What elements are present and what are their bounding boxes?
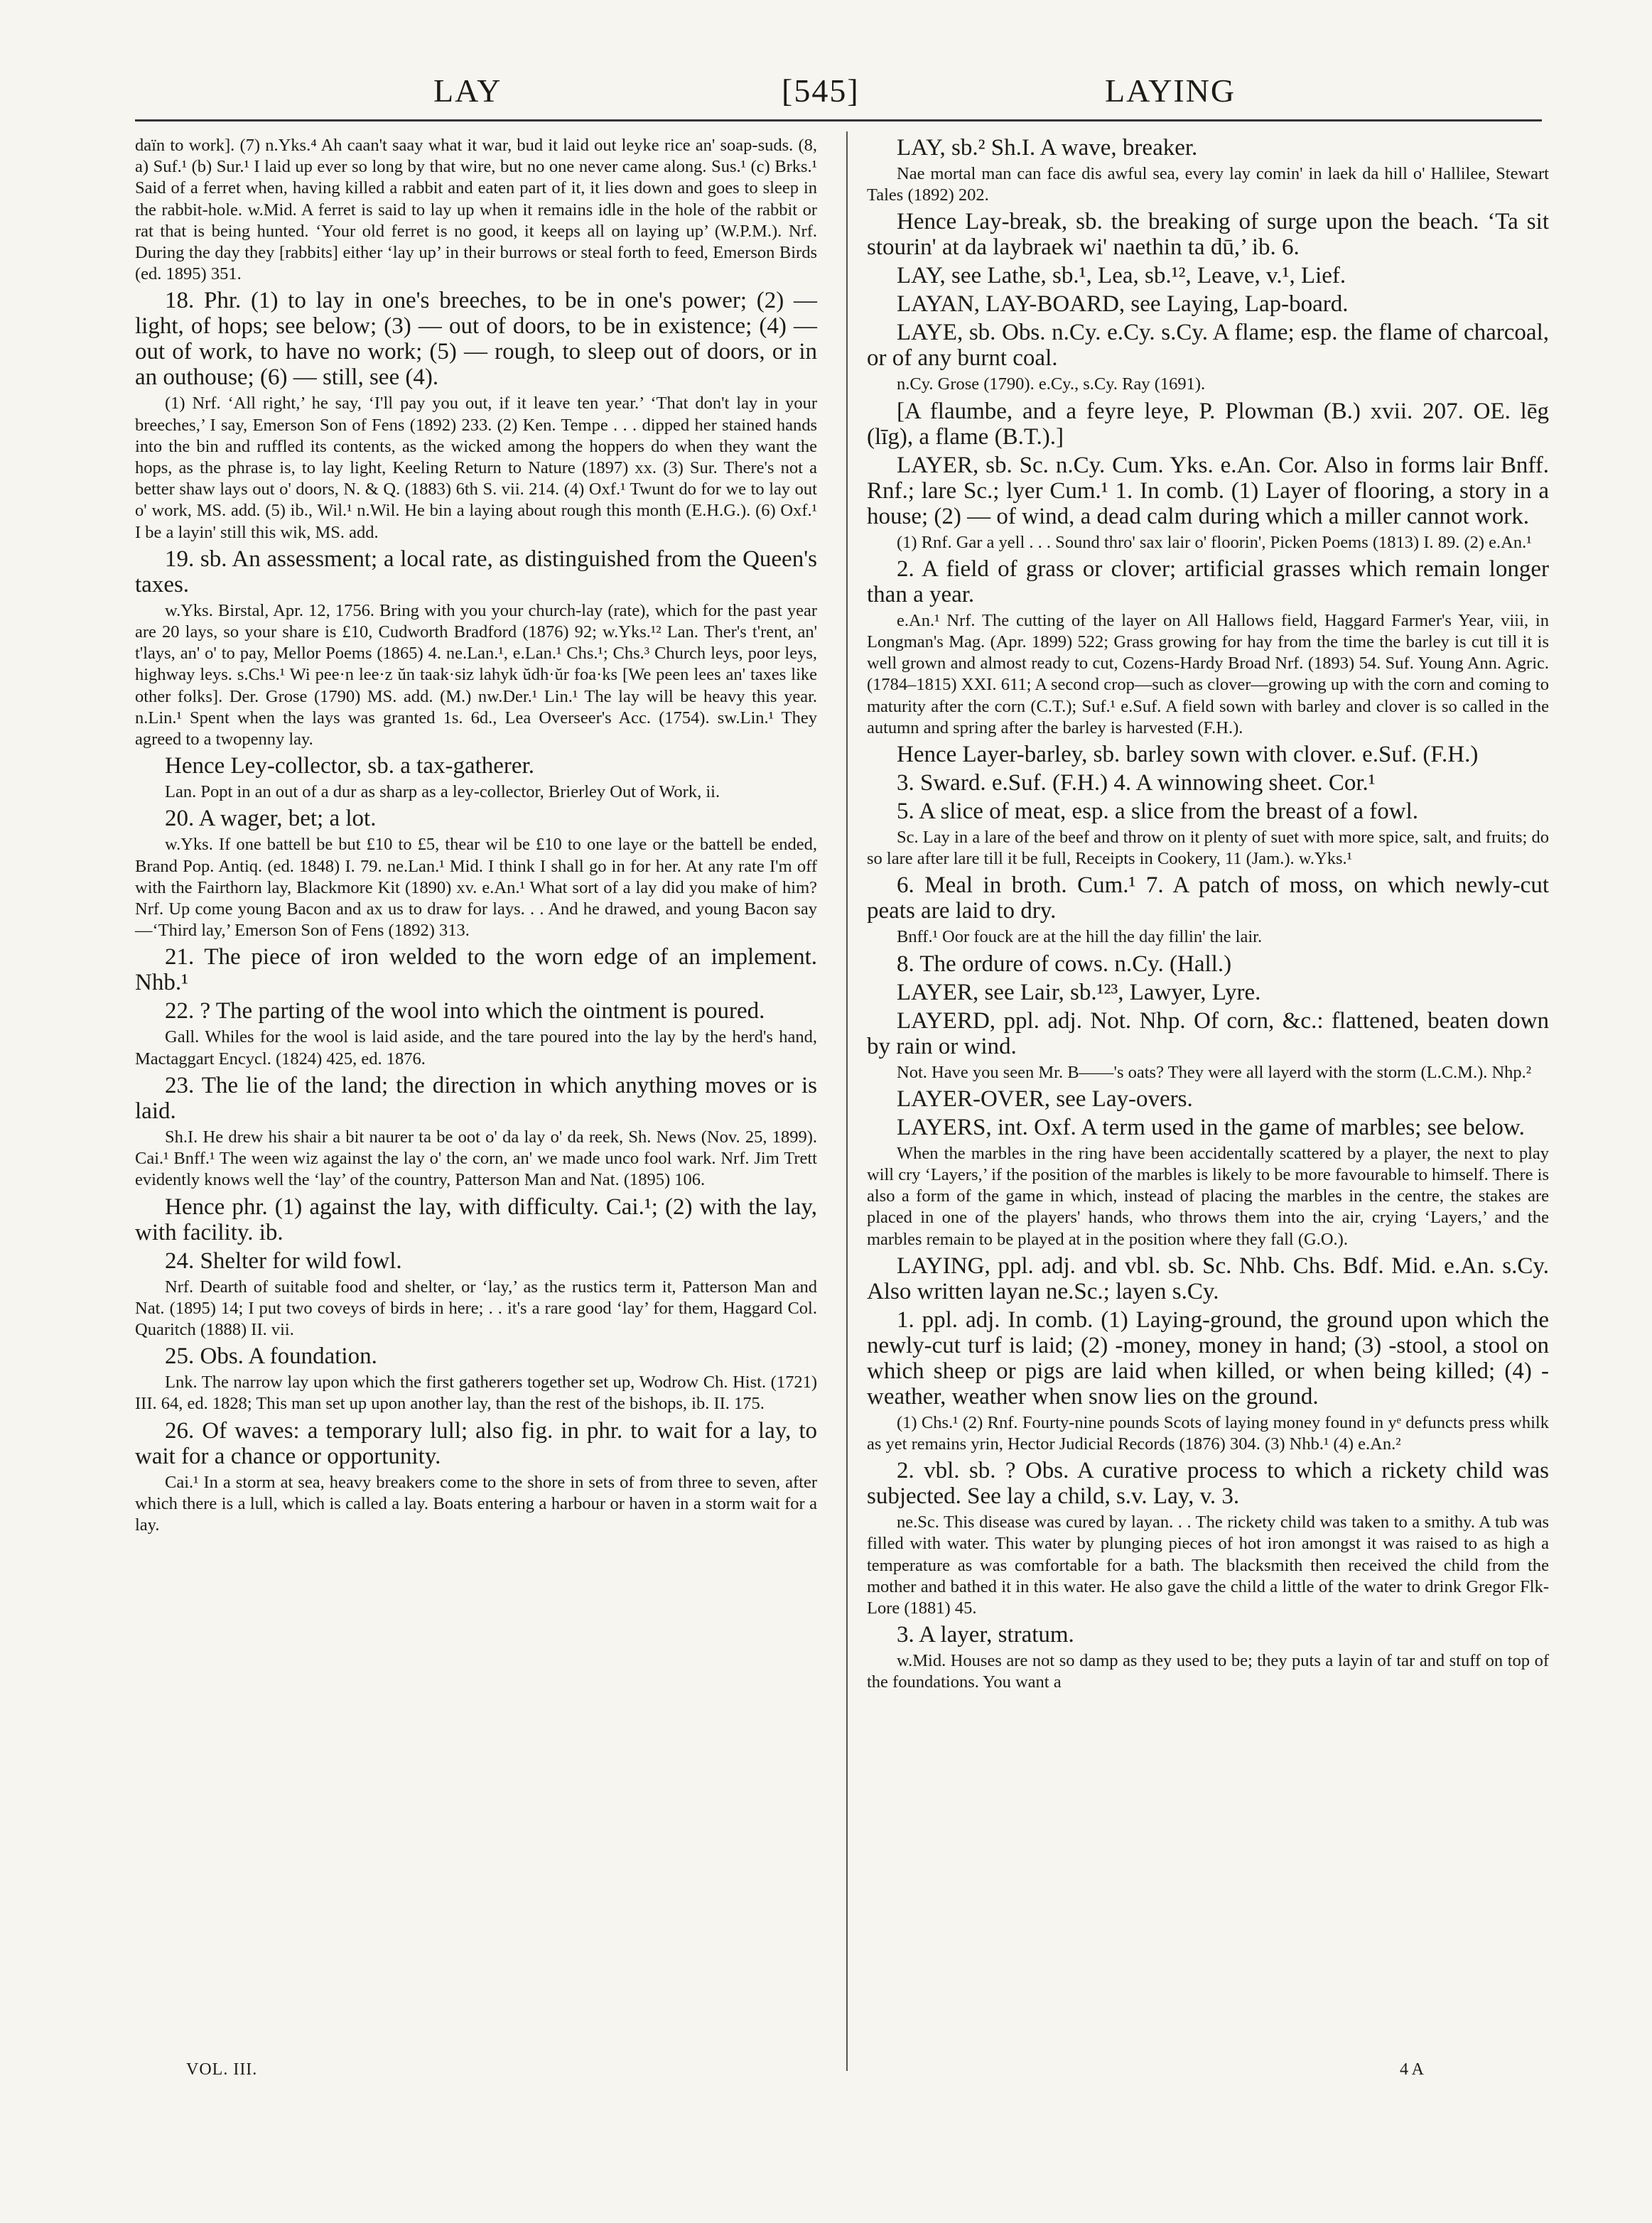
citation-paragraph: w.Yks. If one battell be but £10 to £5, thear wil be £10 to one laye or the battell be ended, Brand Pop. Antiq. (ed. 1848) I. 79. ne.Lan.¹ Mid. I think I shall go in for her. At any rate I'm off with the Fairthorn lay, Blackmore Kit (1890) xv. e.An.¹ What sort of a lay did you make of him? Nrf. Up come young Bacon and ax us to draw for lays. . . And he drawed, and young Bacon say—‘Third lay,’ Emerson Son of Fens (1892) 313. xyxy=(135,835,817,941)
definition-paragraph: LAY, see Lathe, sb.¹, Lea, sb.¹², Leave, v.¹, Lief. xyxy=(897,263,1346,289)
definition-paragraph: LAYER-OVER, see Lay-overs. xyxy=(897,1086,1193,1112)
citation-paragraph: Sc. Lay in a lare of the beef and throw on it plenty of suet with more spice, salt, and fruits; do so lare after lare till it be full, Receipts in Cookery, 11 (Jam.). w.Yks.¹ xyxy=(867,828,1549,869)
definition-paragraph: LAYER, sb. Sc. n.Cy. Cum. Yks. e.An. Cor. Also in forms lair Bnff. Rnf.; lare Sc.; lyer Cum.¹ 1. In comb. (1) Layer of flooring, a story in a house; (2) — of wind, a dead calm during which a miller cannot work. xyxy=(867,452,1549,529)
header-left-word: LAY xyxy=(433,72,502,109)
definition-paragraph: 5. A slice of meat, esp. a slice from the breast of a fowl. xyxy=(897,799,1419,825)
citation-paragraph: Cai.¹ In a storm at sea, heavy breakers come to the shore in sets of from three to seven, after which there is a lull, which is called a lay. Boats entering a harbour or haven in a storm wait for a lay. xyxy=(135,1472,817,1535)
definition-paragraph: 25. Obs. A foundation. xyxy=(165,1343,377,1370)
definition-paragraph: LAYERS, int. Oxf. A term used in the game of marbles; see below. xyxy=(897,1114,1525,1140)
header-right-word: LAYING xyxy=(1105,72,1236,109)
citation-paragraph: Gall. Whiles for the wool is laid aside, and the tare poured into the lay by the herd's hand, Mactaggart Encycl. (1824) 425, ed. 1876. xyxy=(135,1027,817,1069)
running-header xyxy=(135,70,1542,119)
citation-paragraph: (1) Rnf. Gar a yell . . . Sound thro' sax lair o' floorin', Picken Poems (1813) I. 89. (2) e.An.¹ xyxy=(897,532,1532,552)
definition-paragraph: Hence phr. (1) against the lay, with difficulty. Cai.¹; (2) with the lay, with facility. ib. xyxy=(135,1194,817,1245)
definition-paragraph: 23. The lie of the land; the direction in which anything moves or is laid. xyxy=(135,1072,817,1124)
definition-paragraph: LAYE, sb. Obs. n.Cy. e.Cy. s.Cy. A flame; esp. the flame of charcoal, or of any burnt coal. xyxy=(867,320,1549,372)
header-rule xyxy=(135,119,1542,121)
definition-paragraph: LAYING, ppl. adj. and vbl. sb. Sc. Nhb. Chs. Bdf. Mid. e.An. s.Cy. Also written layan ne.Sc.; layen s.Cy. xyxy=(867,1253,1549,1304)
citation-paragraph: daïn to work]. (7) n.Yks.⁴ Ah caan't saay what it war, bud it laid out leyke rice an' soap-suds. (8, a) Suf.¹ (b) Sur.¹ I laid up ever so long by that wire, but no one never came along. Sus.¹ (c) Brks.¹ Said of a ferret when, having killed a rabbit and eaten part of it, it lies down and goes to sleep in the rabbit-hole. w.Mid. A ferret is said to lay up when it remains idle in the hole of the rabbit or rat that is being hunted. ‘Your old ferret is no good, it keeps all on laying up’ (W.P.M.). Nrf. During the day they [rabbits] either ‘lay up’ in their burrows or steal forth to feed, Emerson Birds (ed. 1895) 351. xyxy=(135,136,817,284)
volume-label: VOL. III. xyxy=(186,2060,258,2079)
definition-paragraph: 26. Of waves: a temporary lull; also fig. in phr. to wait for a lay, to wait for a chance or opportunity. xyxy=(135,1417,817,1469)
definition-paragraph: LAYERD, ppl. adj. Not. Nhp. Of corn, &c.: flattened, beaten down by rain or wind. xyxy=(867,1007,1549,1059)
citation-paragraph: w.Mid. Houses are not so damp as they used to be; they puts a layin of tar and stuff on top of the foundations. You want a xyxy=(867,1651,1549,1692)
definition-paragraph: 2. A field of grass or clover; artificial grasses which remain longer than a year. xyxy=(867,556,1549,607)
citation-paragraph: (1) Nrf. ‘All right,’ he say, ‘I'll pay you out, if it leave ten year.’ ‘That don't lay in your breeches,’ I say, Emerson Son of Fens (1892) 233. (2) Ken. Tempe . . . dipped her stained hands into the bin and ruffled its contents, as the wicked among the hoppers do when they want the hops, as the phrase is, to lay light, Keeling Return to Nature (1897) xx. (3) Sur. There's not a better shaw lays out o' doors, N. & Q. (1883) 6th S. vii. 214. (4) Oxf.¹ Twunt do for we to lay out o' work, MS. add. (5) ib., Wil.¹ n.Wil. He bin a laying about rough this month (E.H.G.). (6) Oxf.¹ I be a layin' still this wik, MS. add. xyxy=(135,394,817,542)
left-column xyxy=(135,135,817,1536)
citation-paragraph: Sh.I. He drew his shair a bit naurer ta be oot o' da lay o' da reek, Sh. News (Nov. 25, 1899). Cai.¹ Bnff.¹ The ween wiz against the lay o' the corn, an' we made unco fool wark. Nrf. Jim Trett evidently knows well the ‘lay’ of the country, Patterson Man and Nat. (1895) 106. xyxy=(135,1127,817,1190)
column-divider xyxy=(846,131,848,2071)
definition-paragraph: 3. A layer, stratum. xyxy=(897,1622,1074,1648)
definition-paragraph: 3. Sward. e.Suf. (F.H.) 4. A winnowing sheet. Cor.¹ xyxy=(897,770,1376,796)
definition-paragraph: LAY, sb.² Sh.I. A wave, breaker. xyxy=(897,135,1198,161)
definition-paragraph: 8. The ordure of cows. n.Cy. (Hall.) xyxy=(897,951,1232,977)
citation-paragraph: Not. Have you seen Mr. B——'s oats? They were all layerd with the storm (L.C.M.). Nhp.² xyxy=(897,1062,1532,1082)
definition-paragraph: 21. The piece of iron welded to the worn edge of an implement. Nhb.¹ xyxy=(135,944,817,996)
definition-paragraph: 22. ? The parting of the wool into which the ointment is poured. xyxy=(165,998,765,1024)
definition-paragraph: Hence Layer-barley, sb. barley sown with clover. e.Suf. (F.H.) xyxy=(897,742,1479,768)
definition-paragraph: 20. A wager, bet; a lot. xyxy=(165,806,377,832)
citation-paragraph: Lan. Popt in an out of a dur as sharp as a ley-collector, Brierley Out of Work, ii. xyxy=(165,782,720,802)
definition-paragraph: 18. Phr. (1) to lay in one's breeches, to be in one's power; (2) — light, of hops; see below; (3) — out of doors, to be in existence; (4) — out of work, to have no work; (5) — rough, to sleep out of doors, or in an outhouse; (6) — still, see (4). xyxy=(135,288,817,391)
citation-paragraph: e.An.¹ Nrf. The cutting of the layer on All Hallows field, Haggard Farmer's Year, viii, in Longman's Mag. (Apr. 1899) 522; Grass growing for hay from the time the barley is cut till it is well grown and almost ready to cut, Cozens-Hardy Broad Nrf. (1893) 54. Suf. Young Ann. Agric. (1784–1815) XXI. 611; A second crop—such as clover—growing up with the corn and coming to maturity after the corn (C.T.); Suf.¹ e.Suf. A field sown with barley and clover is so called in the autumn and spring after the barley is harvested (F.H.). xyxy=(867,610,1549,737)
definition-paragraph: Hence Lay-break, sb. the breaking of surge upon the beach. ‘Ta sit stourin' at da laybraek wi' naethin ta dū,’ ib. 6. xyxy=(867,209,1549,261)
definition-paragraph: 19. sb. An assessment; a local rate, as distinguished from the Queen's taxes. xyxy=(135,546,817,597)
definition-paragraph: 2. vbl. sb. ? Obs. A curative process to which a rickety child was subjected. See lay a child, s.v. Lay, v. 3. xyxy=(867,1458,1549,1510)
citation-paragraph: When the marbles in the ring have been accidentally scattered by a player, the next to play will cry ‘Layers,’ if the position of the marbles is likely to be more favourable to himself. There is also a form of the game in which, instead of placing the marbles in the centre, the stakes are placed in one of the players' hands, who throws them into the air, crying ‘Layers,’ and the marbles remain to be played at in the position where they fall (G.O.). xyxy=(867,1143,1549,1249)
definition-paragraph: LAYER, see Lair, sb.¹²³, Lawyer, Lyre. xyxy=(897,979,1261,1005)
citation-paragraph: (1) Chs.¹ (2) Rnf. Fourty-nine pounds Scots of laying money found in yᵉ defuncts press whilk as yet remains yrin, Hector Judicial Records (1876) 304. (3) Nhb.¹ (4) e.An.² xyxy=(867,1412,1549,1454)
citation-paragraph: Nae mortal man can face dis awful sea, every lay comin' in laek da hill o' Hallilee, Stewart Tales (1892) 202. xyxy=(867,164,1549,205)
definition-paragraph: Hence Ley-collector, sb. a tax-gatherer. xyxy=(165,753,534,779)
citation-paragraph: Nrf. Dearth of suitable food and shelter, or ‘lay,’ as the rustics term it, Patterson Man and Nat. (1895) 14; I put two coveys of birds in here; . . it's a rare good ‘lay’ for them, Haggard Col. Quaritch (1888) II. vii. xyxy=(135,1277,817,1339)
citation-paragraph: ne.Sc. This disease was cured by layan. . . The rickety child was taken to a smithy. A tub was filled with water. This water by plunging pieces of hot iron amongst it was raised to as high a temperature as was comfortable for a bath. The blacksmith then received the child from the mother and bathed it in this water. He also gave the child a little of the water to drink Gregor Flk-Lore (1881) 45. xyxy=(867,1513,1549,1618)
definition-paragraph: [A flaumbe, and a feyre leye, P. Plowman (B.) xvii. 207. OE. lēg (līg), a flame (B.T.).] xyxy=(867,398,1549,450)
citation-paragraph: n.Cy. Grose (1790). e.Cy., s.Cy. Ray (1691). xyxy=(897,374,1206,394)
signature-mark: 4 A xyxy=(1400,2060,1425,2079)
citation-paragraph: Bnff.¹ Oor fouck are at the hill the day fillin' the lair. xyxy=(897,927,1263,947)
citation-paragraph: Lnk. The narrow lay upon which the first gatherers together set up, Wodrow Ch. Hist. (1721) III. 64, ed. 1828; This man set up upon another lay, than the rest of the bishops, ib. II. 175. xyxy=(135,1373,817,1414)
right-column xyxy=(867,135,1549,1694)
definition-paragraph: 24. Shelter for wild fowl. xyxy=(165,1248,402,1274)
citation-paragraph: w.Yks. Birstal, Apr. 12, 1756. Bring with you your church-lay (rate), which for the past year are 20 lays, so your share is £10, Cudworth Bradford (1876) 92; w.Yks.¹² Lan. Ther's t'rent, an' t'lays, an' o' to pay, Mellor Poems (1865) 4. ne.Lan.¹, e.Lan.¹ Chs.¹; Chs.³ Church leys, poor leys, highway leys. s.Chs.¹ Wi pee·n lee·z ŭn taak·siz lahyk ŭdh·ŭr foa·ks [We peen lees an' taxes like other folks]. Der. Grose (1790) MS. add. (M.) nw.Der.¹ Lin.¹ The lay will be heavy this year. n.Lin.¹ Spent when the lays was granted 1s. 6d., Lea Overseer's Acc. (1754). sw.Lin.¹ They agreed to a twopenny lay. xyxy=(135,600,817,750)
definition-paragraph: 1. ppl. adj. In comb. (1) Laying-ground, the ground upon which the newly-cut turf is laid; (2) -money, money in hand; (3) -stool, a stool on which sheep or pigs are laid when killed, or when being killed; (4) -weather, weather when snow lies on the ground. xyxy=(867,1307,1549,1410)
definition-paragraph: LAYAN, LAY-BOARD, see Laying, Lap-board. xyxy=(897,291,1349,318)
page-number: [545] xyxy=(782,72,860,109)
definition-paragraph: 6. Meal in broth. Cum.¹ 7. A patch of moss, on which newly-cut peats are laid to dry. xyxy=(867,872,1549,924)
